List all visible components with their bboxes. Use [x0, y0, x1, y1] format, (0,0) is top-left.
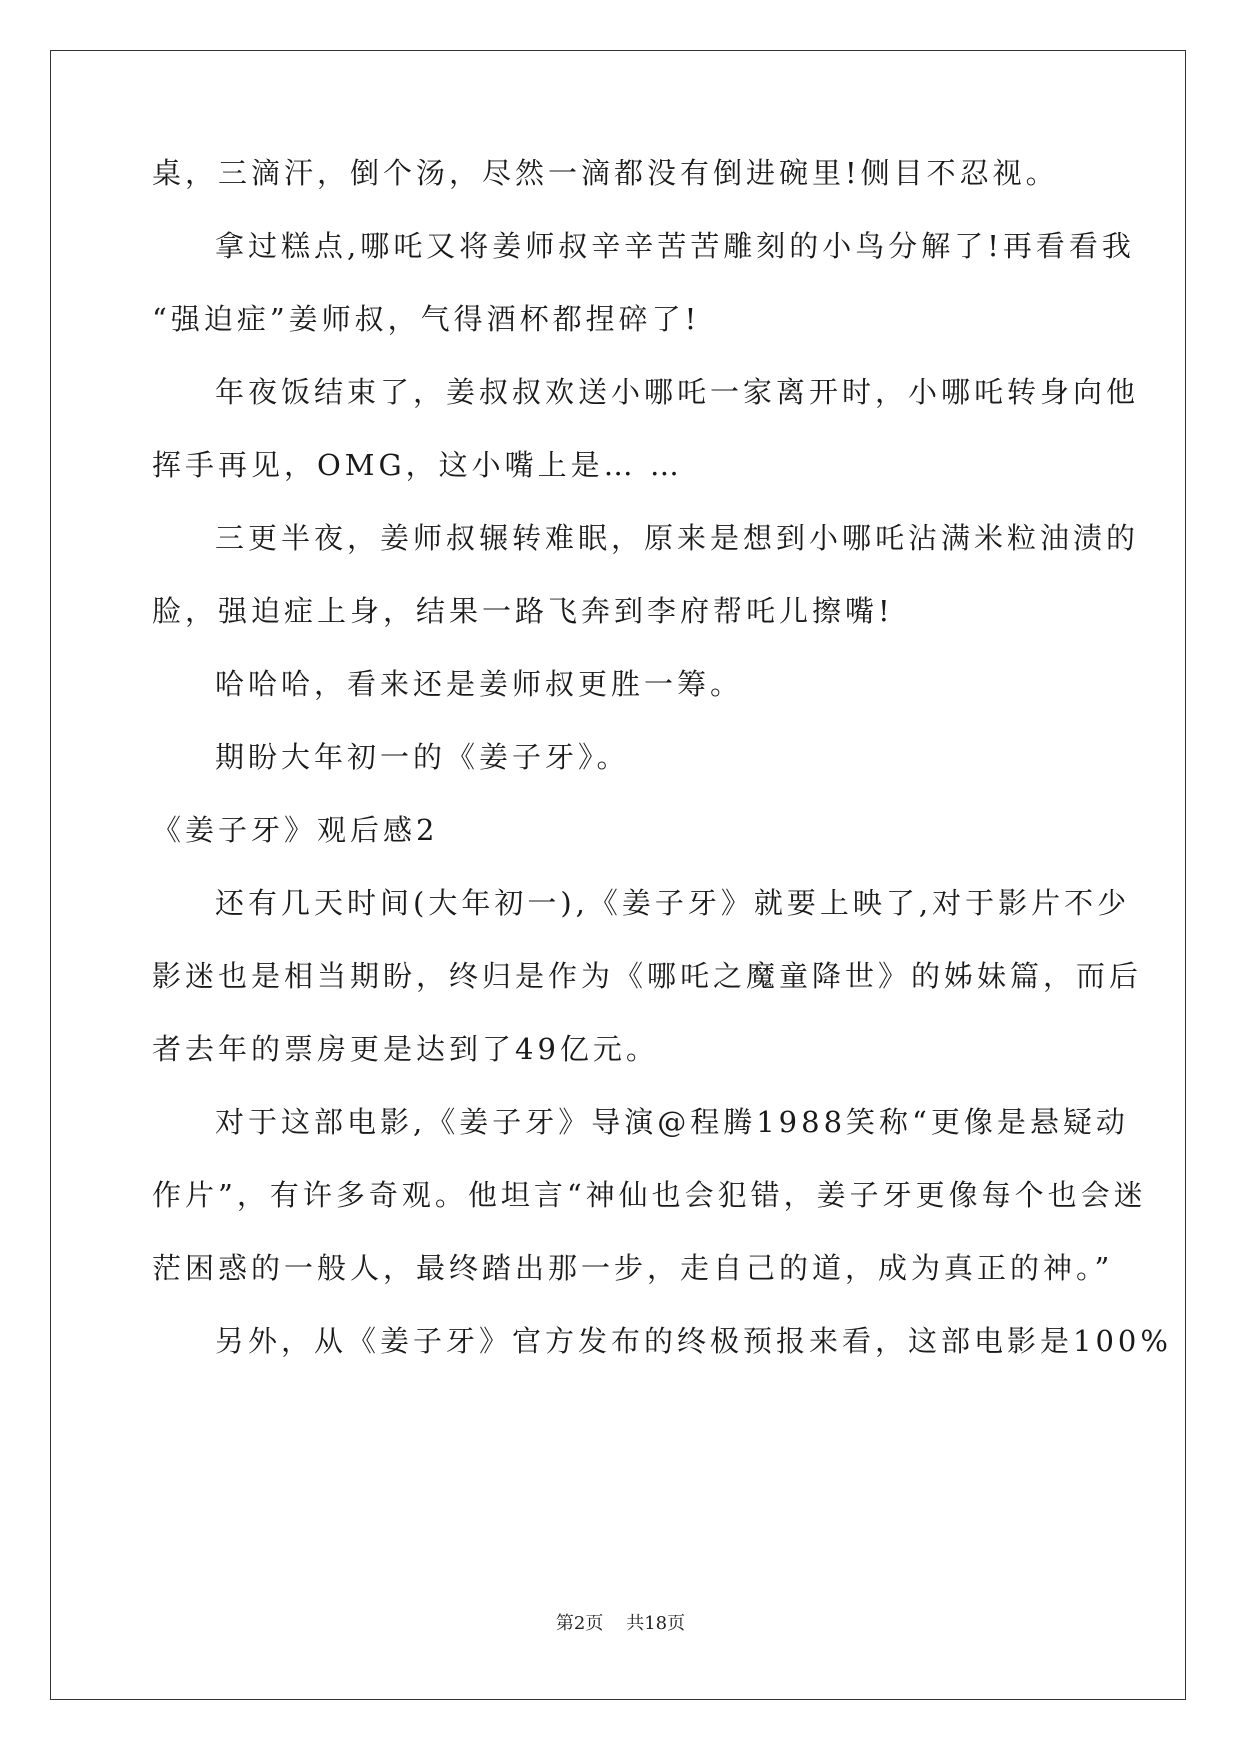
- text-line: 脸，强迫症上身，结果一路飞奔到李府帮吒儿擦嘴!: [152, 594, 894, 628]
- text-line: 期盼大年初一的《姜子牙》。: [215, 740, 630, 774]
- page-number: 第2页: [555, 1613, 604, 1634]
- text-line: 作片”，有许多奇观。他坦言“神仙也会犯错，姜子牙更像每个也会迷: [152, 1178, 1147, 1212]
- page-footer: [0, 1609, 1241, 1635]
- text-line: 另外，从《姜子牙》官方发布的终极预报来看，这部电影是100%: [215, 1324, 1172, 1358]
- text-line: 还有几天时间(大年初一),《姜子牙》就要上映了,对于影片不少: [215, 886, 1131, 920]
- page-total: 共18页: [626, 1613, 686, 1634]
- text-line: 桌，三滴汗，倒个汤，尽然一滴都没有倒进碗里!侧目不忍视。: [152, 156, 1059, 190]
- text-line: 影迷也是相当期盼，终归是作为《哪吒之魔童降世》的姊妹篇，而后: [152, 959, 1143, 993]
- text-line: 三更半夜，姜师叔辗转难眠，原来是想到小哪吒沾满米粒油渍的: [215, 521, 1140, 555]
- section-heading: 《姜子牙》观后感2: [152, 813, 439, 847]
- text-line: 年夜饭结束了，姜叔叔欢送小哪吒一家离开时，小哪吒转身向他: [215, 375, 1140, 409]
- text-line: “强迫症”姜师叔，气得酒杯都捏碎了!: [152, 302, 701, 336]
- text-line: 对于这部电影,《姜子牙》导演@程腾1988笑称“更像是悬疑动: [215, 1105, 1129, 1139]
- page-border: [50, 50, 1186, 1700]
- text-line: 茫困惑的一般人，最终踏出那一步，走自己的道，成为真正的神。”: [152, 1251, 1114, 1285]
- text-line: 挥手再见，OMG，这小嘴上是… …: [152, 448, 683, 482]
- text-line: 拿过糕点,哪吒又将姜师叔辛辛苦苦雕刻的小鸟分解了!再看看我: [215, 229, 1135, 263]
- text-line: 者去年的票房更是达到了49亿元。: [152, 1032, 659, 1066]
- text-line: 哈哈哈，看来还是姜师叔更胜一筹。: [215, 667, 744, 701]
